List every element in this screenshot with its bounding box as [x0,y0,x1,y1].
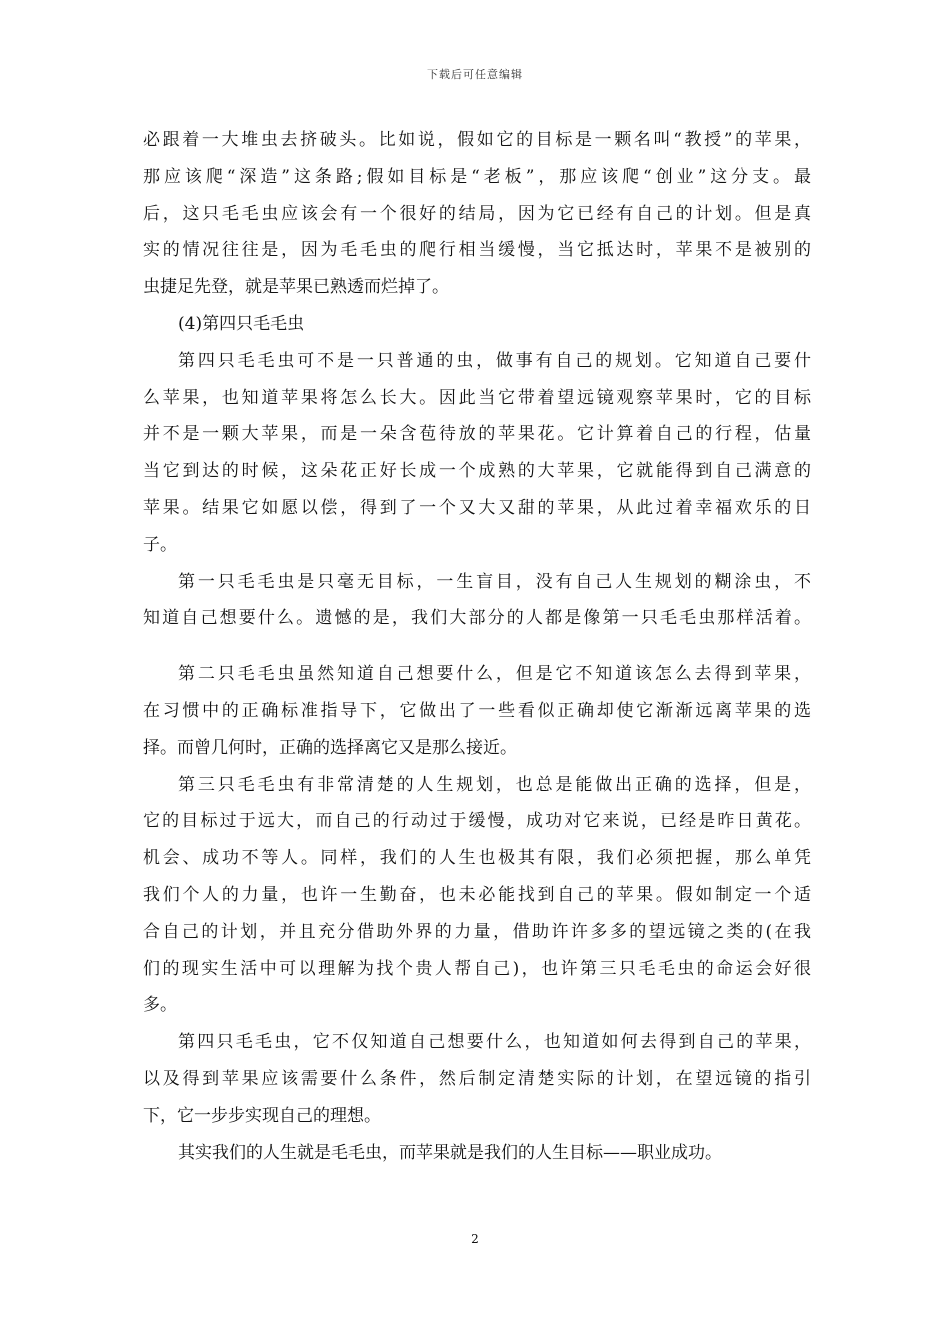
text-line: 么苹果，也知道苹果将怎么长大。因此当它带着望远镜观察苹果时，它的目标 [143,387,811,408]
text-line: 机会、成功不等人。同样，我们的人生也极其有限，我们必须把握，那么单凭 [143,848,811,869]
text-line: 合自己的计划，并且充分借助外界的力量，借助许许多多的望远镜之类的(在我 [143,921,811,942]
text-line: 们的现实生活中可以理解为找个贵人帮自己)，也许第三只毛毛虫的命运会好很 [143,958,811,979]
text-line: 我们个人的力量，也许一生勤奋，也未必能找到自己的苹果。假如制定一个适 [143,884,811,905]
paragraph-fourth-analysis [143,1024,811,1134]
text-line: 子。 [143,534,177,555]
text-line: 以及得到苹果应该需要什么条件，然后制定清楚实际的计划，在望远镜的指引 [143,1068,811,1089]
text-line: 当它到达的时候，这朵花正好长成一个成熟的大苹果，它就能得到自己满意的 [143,461,811,482]
paragraph-third-analysis [143,767,811,1025]
page-number: 2 [471,1232,479,1246]
page-header: 下载后可任意编辑 [427,68,523,81]
paragraph-continuation [143,122,811,306]
text-line: 在习惯中的正确标准指导下，它做出了一些看似正确却使它渐渐远离苹果的选 [143,700,811,721]
text-line: 其实我们的人生就是毛毛虫，而苹果就是我们的人生目标——职业成功。 [178,1142,722,1163]
text-line: 择。而曾几何时，正确的选择离它又是那么接近。 [143,737,517,758]
text-line: 第二只毛毛虫虽然知道自己想要什么，但是它不知道该怎么去得到苹果， [178,664,811,685]
paragraph-first-analysis [143,564,811,638]
text-line: 第三只毛毛虫有非常清楚的人生规划，也总是能做出正确的选择，但是， [178,774,811,795]
section-heading [143,306,811,343]
text-line: 知道自己想要什么。遗憾的是，我们大部分的人都是像第一只毛毛虫那样活着。 [143,608,811,629]
heading-text: (4)第四只毛毛虫 [178,313,305,334]
text-line: 虫捷足先登，就是苹果已熟透而烂掉了。 [143,277,449,298]
text-line: 后，这只毛毛虫应该会有一个很好的结局，因为它已经有自己的计划。但是真 [143,203,811,224]
text-line: 它的目标过于远大，而自己的行动过于缓慢，成功对它来说，已经是昨日黄花。 [143,811,811,832]
text-line: 并不是一颗大苹果，而是一朵含苞待放的苹果花。它计算着自己的行程，估量 [143,424,811,445]
text-line: 苹果。结果它如愿以偿，得到了一个又大又甜的苹果，从此过着幸福欢乐的日 [143,497,811,518]
text-line: 实的情况往往是，因为毛毛虫的爬行相当缓慢，当它抵达时，苹果不是被别的 [143,240,811,261]
paragraph-second-analysis [143,656,811,766]
text-line: 第一只毛毛虫是只毫无目标，一生盲目，没有自己人生规划的糊涂虫，不 [178,571,811,592]
text-line: 必跟着一大堆虫去挤破头。比如说，假如它的目标是一颗名叫“教授”的苹果， [143,130,811,150]
text-line: 多。 [143,995,177,1016]
paragraph-conclusion [143,1135,811,1172]
text-line: 第四只毛毛虫可不是一只普通的虫，做事有自己的规划。它知道自己要什 [178,350,811,371]
text-line: 下，它一步步实现自己的理想。 [143,1105,381,1126]
document-body [143,122,811,1171]
paragraph-fourth-caterpillar [143,343,811,564]
text-line: 那应该爬“深造”这条路;假如目标是“老板”，那应该爬“创业”这分支。最 [143,166,811,187]
text-line: 第四只毛毛虫，它不仅知道自己想要什么，也知道如何去得到自己的苹果， [178,1032,811,1053]
paragraph-gap [143,637,811,656]
